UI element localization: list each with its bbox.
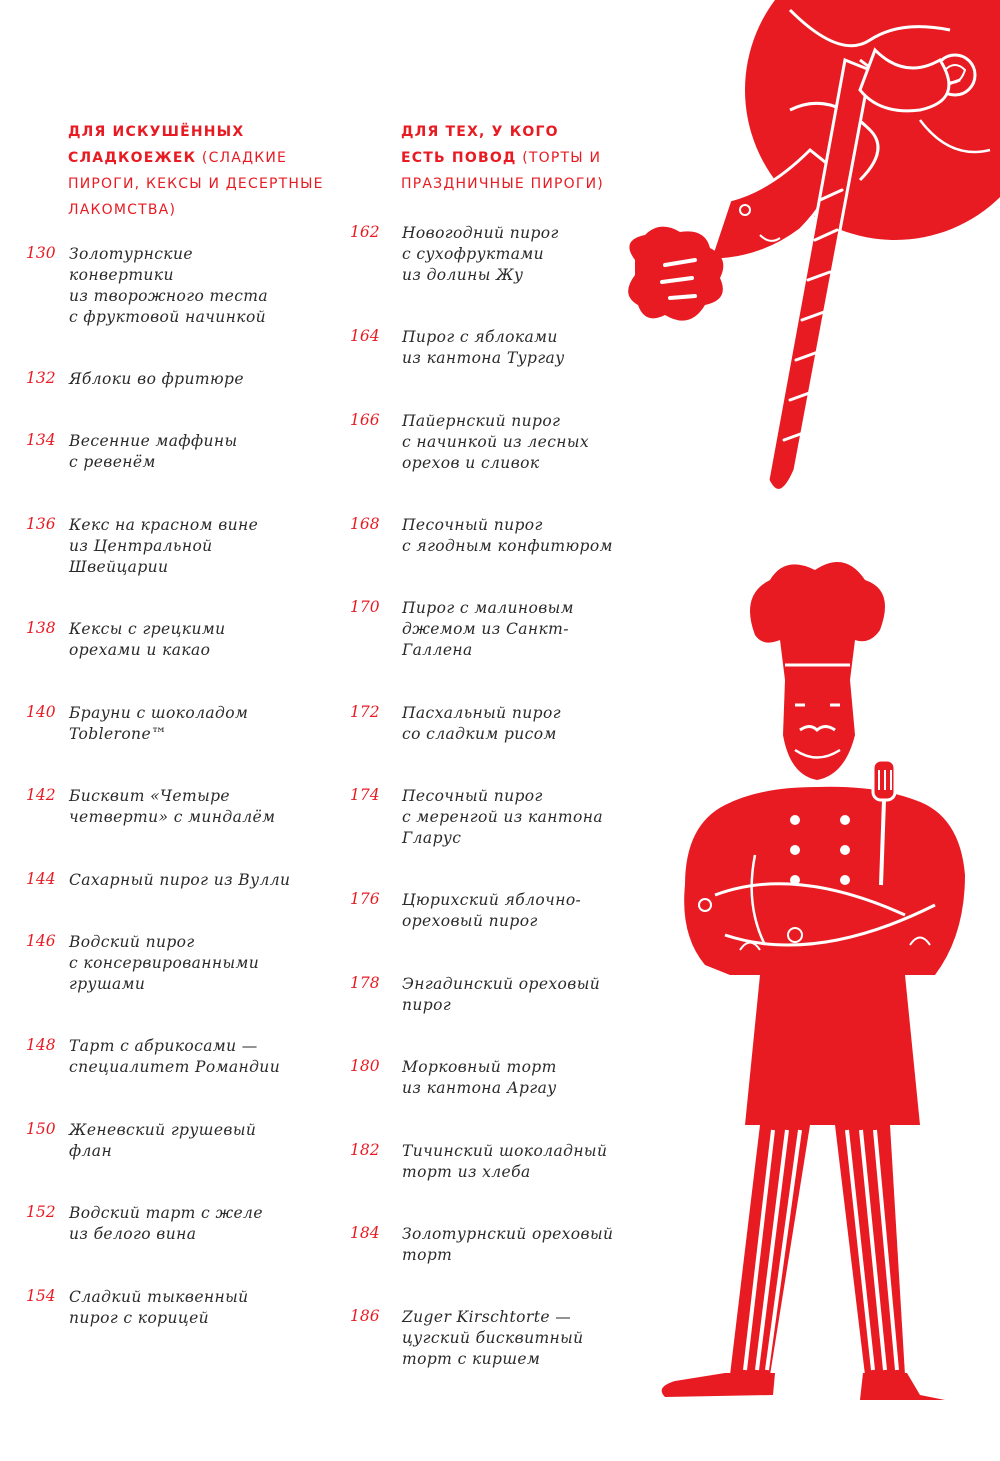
entry-title: Женевский грушевый флан <box>69 1121 257 1160</box>
page-number: 184 <box>350 1224 380 1242</box>
entry-title: Сахарный пирог из Вулли <box>69 871 291 889</box>
entry-title: Пайернский пирог с начинкой из лесных орехов и сливок <box>402 412 590 472</box>
entry-title: Zuger Kirschtorte — цугский бисквитный торт с киршем <box>402 1308 584 1368</box>
section-heading-right-sub: (ТОРТЫ И ПРАЗДНИЧНЫЕ ПИРОГИ) <box>401 150 604 192</box>
entry-title: Золотурнский ореховый торт <box>402 1225 614 1264</box>
page-number: 178 <box>350 974 380 992</box>
page-number: 146 <box>26 932 56 950</box>
entry-title: Цюрихский яблочно- ореховый пирог <box>402 891 582 930</box>
entry-title: Сладкий тыквенный пирог с корицей <box>69 1288 249 1327</box>
page-number: 130 <box>26 244 56 262</box>
page-number: 138 <box>26 619 56 637</box>
chef-illustration <box>645 555 1000 1410</box>
entry-title: Энгадинский ореховый пирог <box>402 975 601 1014</box>
entry-title: Песочный пирог с ягодным конфитюром <box>402 516 613 555</box>
page-number: 140 <box>26 703 56 721</box>
page-number: 162 <box>350 223 380 241</box>
entry-title: Новогодний пирог с сухофруктами из долины Жу <box>402 224 559 284</box>
page-number: 170 <box>350 598 380 616</box>
page-number: 136 <box>26 515 56 533</box>
entry-title: Весенние маффины с ревенём <box>69 432 238 471</box>
page-number: 132 <box>26 369 56 387</box>
page-number: 154 <box>26 1287 56 1305</box>
page-number: 144 <box>26 870 56 888</box>
baker-with-baguette-illustration <box>620 0 1000 510</box>
page-number: 176 <box>350 890 380 908</box>
entry-title: Бисквит «Четыре четверти» с миндалём <box>69 787 276 826</box>
entry-title: Песочный пирог с меренгой из кантона Гларус <box>402 787 603 847</box>
page-number: 182 <box>350 1141 380 1159</box>
section-heading-left <box>68 119 328 223</box>
entry-title: Золотурнские конвертики из творожного теста с фруктовой начинкой <box>69 245 269 326</box>
page-number: 148 <box>26 1036 56 1054</box>
entry-title: Тичинский шоколадный торт из хлеба <box>402 1142 608 1181</box>
entry-title: Тарт с абрикосами — специалитет Романдии <box>69 1037 281 1076</box>
page-number: 166 <box>350 411 380 429</box>
page-number: 164 <box>350 327 380 345</box>
page-number: 168 <box>350 515 380 533</box>
entry-title: Пасхальный пирог со сладким рисом <box>402 704 561 743</box>
page-number: 152 <box>26 1203 56 1221</box>
page-number: 186 <box>350 1307 380 1325</box>
page-number: 134 <box>26 431 56 449</box>
entry-title: Брауни с шоколадом Toblerone™ <box>69 704 249 743</box>
page-number: 142 <box>26 786 56 804</box>
entry-title: Водский пирог с консервированными грушами <box>69 933 260 993</box>
section-heading-left-sub: (СЛАДКИЕ ПИРОГИ, КЕКСЫ И ДЕСЕРТНЫЕ ЛАКОМСТВА) <box>68 150 324 218</box>
entry-title: Пирог с яблоками из кантона Тургау <box>402 328 565 367</box>
page-number: 174 <box>350 786 380 804</box>
section-heading-right-bold: ДЛЯ ТЕХ, У КОГО ЕСТЬ ПОВОД <box>401 124 559 166</box>
entry-title: Яблоки во фритюре <box>69 370 244 388</box>
entry-title: Кексы с грецкими орехами и какао <box>69 620 226 659</box>
entry-title: Пирог с малиновым джемом из Санкт- Галлена <box>402 599 574 659</box>
section-heading-left-bold: ДЛЯ ИСКУШЁННЫХ СЛАДКОЕЖЕК <box>68 124 245 166</box>
page-number: 180 <box>350 1057 380 1075</box>
page-number: 172 <box>350 703 380 721</box>
entry-title: Водский тарт с желе из белого вина <box>69 1204 263 1243</box>
entry-title: Кекс на красном вине из Центральной Швейцарии <box>69 516 259 576</box>
entry-title: Морковный торт из кантона Аргау <box>402 1058 557 1097</box>
page-number: 150 <box>26 1120 56 1138</box>
